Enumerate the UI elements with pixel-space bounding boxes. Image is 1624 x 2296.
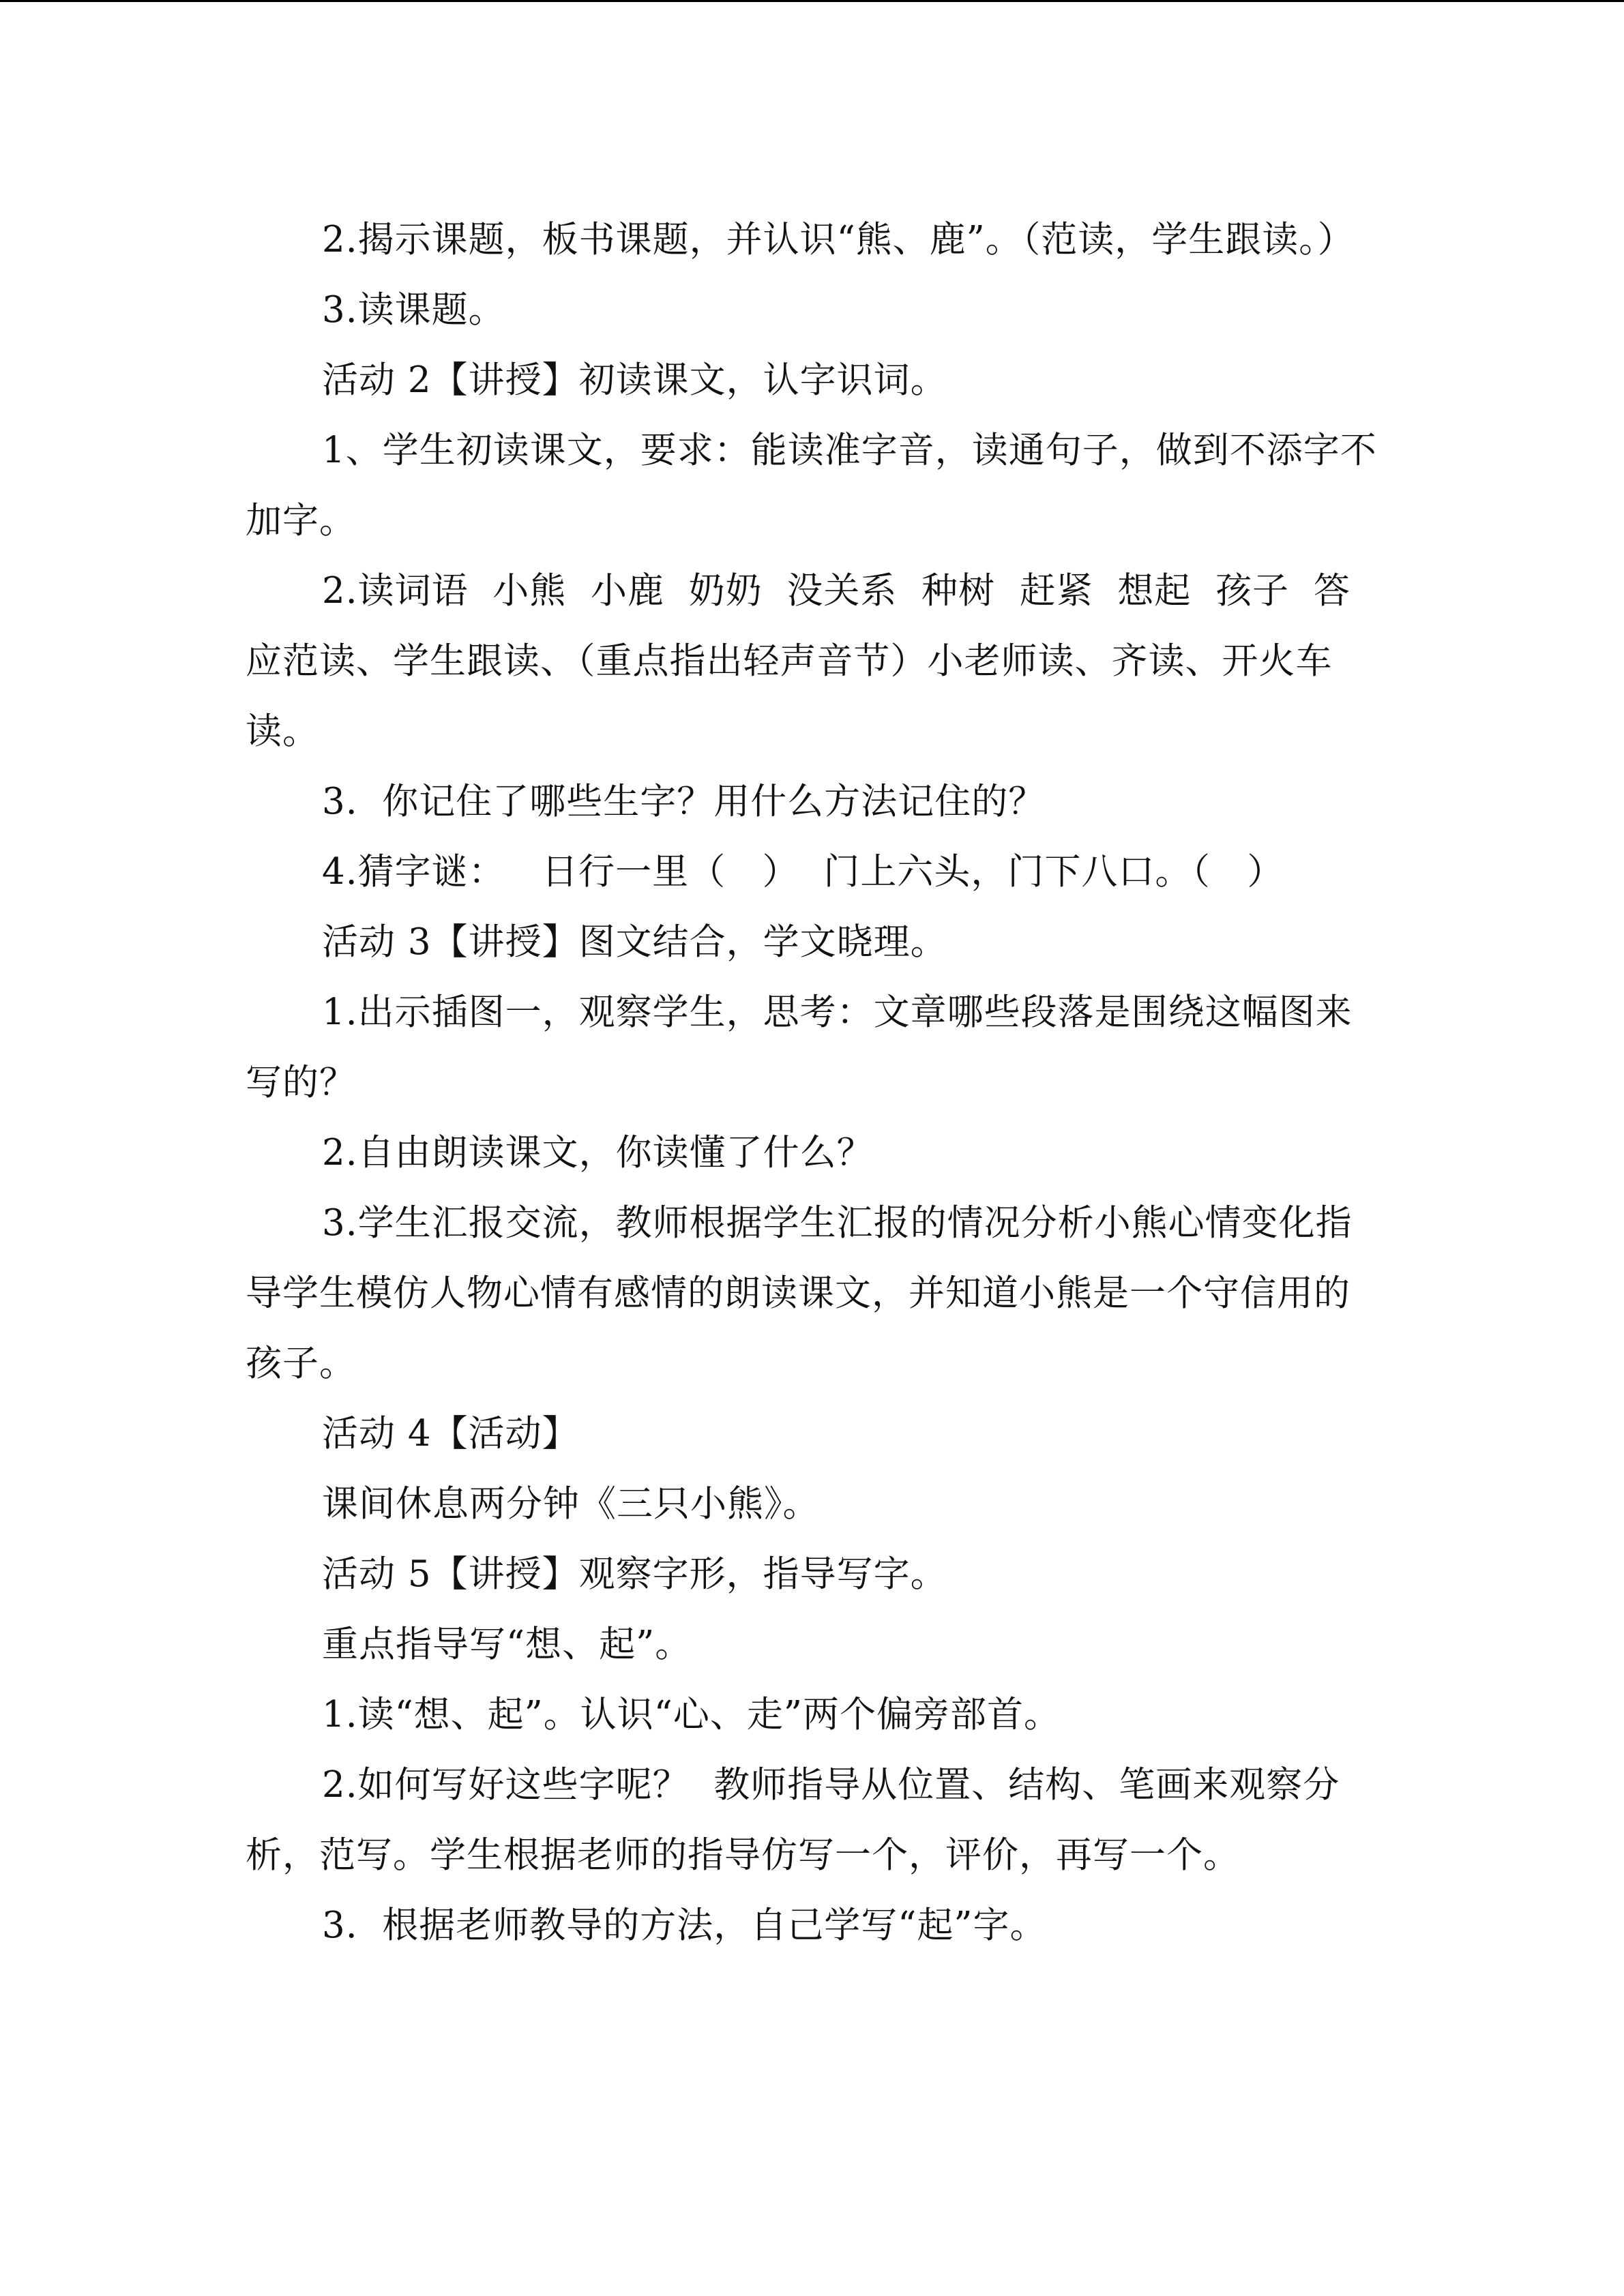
- paragraph-17: 2.如何写好这些字呢？ 教师指导从位置、结构、笔画来观察分析，范写。学生根据老师的指导仿写一个，评价，再写一个。: [246, 1764, 1340, 1876]
- paragraph-10: 2.自由朗读课文，你读懂了什么？: [322, 1132, 874, 1174]
- paragraph-7: 4.猜字谜： 日行一里（ ） 门上六头，门下八口。（ ）: [322, 851, 1284, 893]
- paragraph-14: 活动 5【讲授】观察字形，指导写字。: [322, 1553, 947, 1595]
- paragraph-16: 1.读“想、起”。认识“心、走”两个偏旁部首。: [322, 1694, 1061, 1735]
- paragraph-6: 3. 你记住了哪些生字？用什么方法记住的？: [322, 781, 1046, 822]
- paragraph-8: 活动 3【讲授】图文结合，学文晓理。: [322, 921, 947, 963]
- paragraph-1: 2.揭示课题，板书课题，并认识“熊、鹿”。（范读，学生跟读。）: [322, 219, 1355, 260]
- document-page: [246, 205, 1378, 1960]
- paragraph-18: 3. 根据老师教导的方法，自己学写“起”字。: [322, 1905, 1047, 1946]
- paragraph-5: 2.读词语 小熊 小鹿 奶奶 没关系 种树 赶紧 想起 孩子 答应范读、学生跟读、（重点指出轻声音节）小老师读、齐读、开火车读。: [246, 570, 1350, 752]
- paragraph-11: 3.学生汇报交流，教师根据学生汇报的情况分析小熊心情变化指导学生模仿人物心情有感情的朗读课文，并知道小熊是一个守信用的孩子。: [246, 1202, 1353, 1384]
- paragraph-15: 重点指导写“想、起”。: [322, 1624, 692, 1665]
- paragraph-2: 3.读课题。: [322, 289, 505, 331]
- paragraph-12: 活动 4【活动】: [322, 1413, 579, 1455]
- page-top-border: [0, 0, 1624, 2]
- paragraph-4: 1、学生初读课文，要求：能读准字音，读通句子，做到不添字不加字。: [246, 430, 1377, 541]
- paragraph-9: 1.出示插图一，观察学生，思考：文章哪些段落是围绕这幅图来写的？: [246, 992, 1353, 1103]
- paragraph-13: 课间休息两分钟《三只小熊》。: [322, 1483, 820, 1525]
- paragraph-3: 活动 2【讲授】初读课文，认字识词。: [322, 359, 947, 401]
